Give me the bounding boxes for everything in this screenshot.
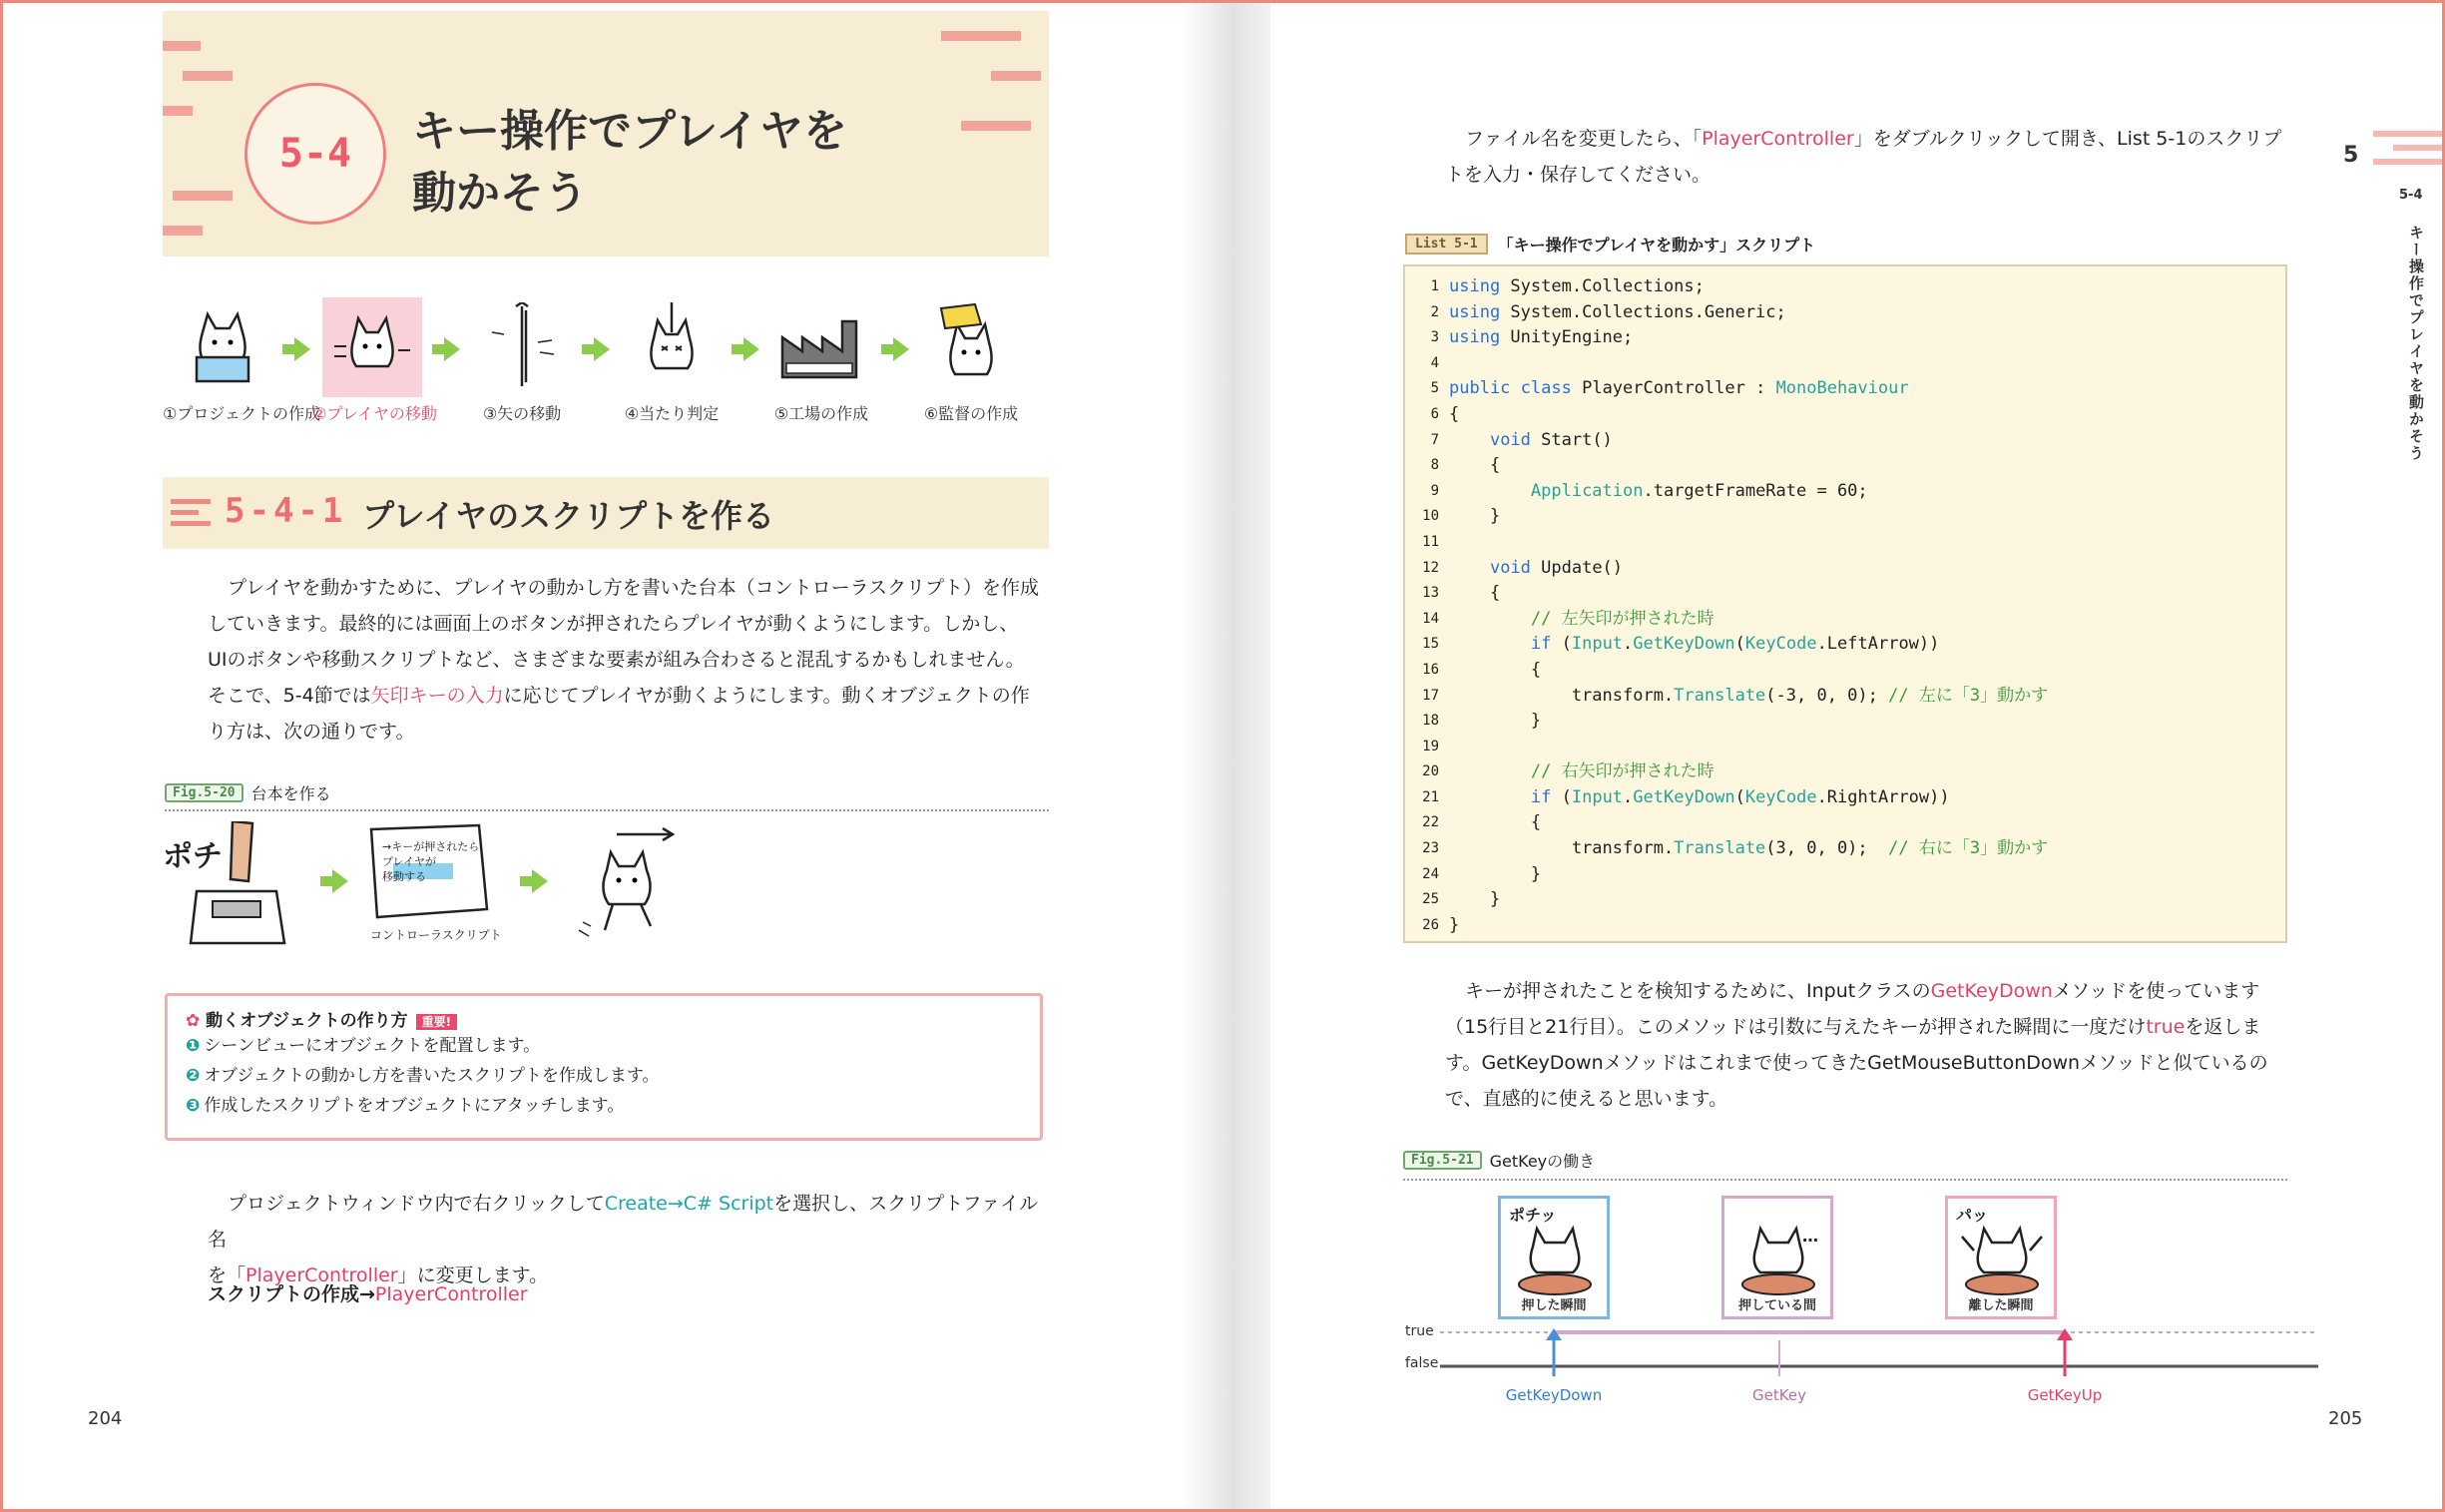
box-title: 動くオブジェクトの作り方 xyxy=(206,1011,408,1031)
line-number: 24 xyxy=(1422,865,1439,882)
line-number: 12 xyxy=(1422,559,1439,576)
fig-5-20-label xyxy=(165,781,331,804)
true-axis-label: true xyxy=(1405,1323,1434,1339)
flow-step-label: ⑥監督の作成 xyxy=(923,404,1019,423)
fig-arrow xyxy=(532,869,548,893)
fig-divider xyxy=(1403,1179,2287,1181)
decor-bar xyxy=(991,71,1041,81)
code-line: transform.Translate(-3, 0, 0); // 左に「3」動かす xyxy=(1449,685,2049,706)
list-tag: List 5-1 xyxy=(1405,234,1488,254)
arrow-falling-illustration xyxy=(472,297,572,397)
code-line: transform.Translate(3, 0, 0); // 右に「3」動かす xyxy=(1449,838,2049,859)
subsection-number: 5-4-1 xyxy=(225,491,347,531)
code-line: { xyxy=(1449,455,1501,476)
decor-bar xyxy=(163,41,201,51)
line-number: 13 xyxy=(1422,585,1439,602)
flow-arrow xyxy=(294,337,310,361)
line-number: 18 xyxy=(1422,713,1439,730)
line-number: 22 xyxy=(1422,814,1439,831)
box-item xyxy=(186,1061,1022,1091)
script-memo-line: 移動する xyxy=(382,870,426,883)
box-item-text: オブジェクトの動かし方を書いたスクリプトを作成します。 xyxy=(204,1066,660,1086)
line-number: 10 xyxy=(1422,508,1439,525)
flow-step-label: ⑤工場の作成 xyxy=(773,404,869,423)
factory-illustration xyxy=(771,297,871,397)
fig-5-21-label xyxy=(1403,1149,1595,1172)
panel-sfx: … xyxy=(1802,1227,1818,1246)
flow-arrow xyxy=(594,337,610,361)
panel-caption: 押した瞬間 xyxy=(1521,1298,1587,1313)
panel-caption: 離した瞬間 xyxy=(1968,1298,2034,1313)
section-header xyxy=(163,11,1049,256)
code-line: { xyxy=(1449,583,1501,604)
code-line: } xyxy=(1449,863,1542,884)
open-script-paragraph xyxy=(1405,121,2283,193)
code-line: } xyxy=(1449,914,1460,935)
line-number: 1 xyxy=(1430,278,1439,294)
line-number: 9 xyxy=(1430,482,1439,499)
cat-holding-illustration xyxy=(1736,1221,1820,1296)
intro-paragraph xyxy=(208,570,1056,750)
script-label: コントローラスクリプト xyxy=(370,928,502,942)
box-item xyxy=(186,1091,1022,1121)
line-number: 7 xyxy=(1430,431,1439,448)
code-line: } xyxy=(1449,889,1501,910)
intro-line: していきます。最終的には画面上のボタンが押されたらプレイヤが動くようにします。しかし、 xyxy=(208,613,1019,635)
line-number: 17 xyxy=(1422,687,1439,704)
code-line: { xyxy=(1449,403,1460,424)
getkey-timeline xyxy=(1440,1318,2318,1388)
line-number: 5 xyxy=(1430,380,1439,397)
flow-arrow xyxy=(444,337,460,361)
para-text: ファイル名を変更したら、「 xyxy=(1465,128,1703,150)
para-text: を返しま xyxy=(2185,1016,2261,1038)
intro-line: り方は、次の通りです。 xyxy=(208,721,415,743)
fig-divider xyxy=(165,809,1049,811)
arrow-key-term: 矢印キーの入力 xyxy=(370,685,504,707)
code-line: using UnityEngine; xyxy=(1449,327,1634,348)
line-number: 8 xyxy=(1430,457,1439,474)
key-points-box xyxy=(165,993,1043,1141)
para-text: 」に変更します。 xyxy=(397,1264,549,1286)
code-body xyxy=(1449,274,2048,938)
panel-key-pressed xyxy=(1498,1196,1610,1319)
panel-sfx: ポチッ xyxy=(1509,1206,1557,1225)
box-item xyxy=(186,1031,1022,1061)
code-line: } xyxy=(1449,506,1501,527)
page-number-right: 205 xyxy=(2328,1408,2363,1429)
flow-step-label: ③矢の移動 xyxy=(482,404,562,423)
line-number: 2 xyxy=(1430,303,1439,320)
line-numbers xyxy=(1405,274,1439,938)
poke-sfx: ポチ xyxy=(163,839,223,874)
file-name: PlayerController xyxy=(1702,128,1854,150)
decor-bar xyxy=(183,71,233,81)
flow-step-label: ④当たり判定 xyxy=(624,404,720,423)
line-number: 14 xyxy=(1422,610,1439,627)
decor-bar xyxy=(941,31,1021,41)
cat-running-illustration xyxy=(577,826,687,946)
flow-arrow xyxy=(893,337,909,361)
cat-hit-illustration xyxy=(622,297,722,397)
box-item-number: ❷ xyxy=(186,1066,201,1086)
code-line xyxy=(1449,530,2048,556)
code-line: { xyxy=(1449,812,1542,833)
decor-bar xyxy=(163,106,193,116)
finger-button-illustration xyxy=(183,821,292,951)
note-text: スクリプトの作成→ xyxy=(208,1283,375,1305)
box-item-number: ❶ xyxy=(186,1036,201,1056)
para-line xyxy=(1405,121,2283,157)
flow-step-label: ①プロジェクトの作成 xyxy=(163,404,321,423)
code-line: using System.Collections; xyxy=(1449,276,1705,296)
decor-bar xyxy=(173,191,233,201)
code-line: public class PlayerController : MonoBehaviour xyxy=(1449,378,1909,399)
subsection-title: プレイヤのスクリプトを作る xyxy=(362,497,775,535)
side-section-title: キー操作でプレイヤを動かそう xyxy=(2407,225,2425,462)
panel-caption: 押している間 xyxy=(1737,1298,1816,1313)
para-line xyxy=(208,1186,1056,1258)
getkeydown-paragraph xyxy=(1405,973,2283,1117)
code-listing xyxy=(1403,264,2287,943)
intro-line: UIのボタンや移動スクリプトなど、さまざまな要素が組み合わさると混乱するかもしれません。 xyxy=(208,649,1025,671)
return-value: true xyxy=(2146,1016,2186,1038)
code-line: void Start() xyxy=(1489,429,1613,450)
script-memo-line: プレイヤが xyxy=(382,855,437,868)
para-text: プロジェクトウィンドウ内で右クリックして xyxy=(228,1193,605,1215)
side-section-number: 5-4 xyxy=(2399,188,2423,203)
line-number: 4 xyxy=(1430,354,1439,371)
section-title-line1: キー操作でプレイヤを xyxy=(412,106,848,157)
cat-pressing-illustration xyxy=(1513,1221,1597,1296)
fig-caption: GetKeyの働き xyxy=(1489,1152,1596,1171)
line-number: 11 xyxy=(1422,533,1439,550)
intro-text: に応じてプレイヤが動くようにします。動くオブジェクトの作 xyxy=(503,685,1030,707)
para-text: キーが押されたことを検知するために、Inputクラスの xyxy=(1465,980,1931,1002)
flow-step xyxy=(163,297,321,437)
para-text: 」をダブルクリックして開き、List 5-1のスクリプ xyxy=(1853,128,2282,150)
panel-key-held xyxy=(1721,1196,1833,1319)
intro-line xyxy=(208,678,1056,714)
para-text: を「 xyxy=(208,1264,246,1286)
line-number: 15 xyxy=(1422,636,1439,653)
left-page xyxy=(3,3,1225,1512)
para-line: で、直感的に使えると思います。 xyxy=(1445,1088,1728,1110)
para-text: （15行目と21行目）。このメソッドは引数に与えたキーが押された瞬間に一度だけ xyxy=(1445,1016,2147,1038)
code-line xyxy=(1449,735,2048,760)
line-number: 26 xyxy=(1422,916,1439,933)
getkeyup-label: GetKeyUp xyxy=(2027,1386,2103,1404)
code-line: if (Input.GetKeyDown(KeyCode.RightArrow)) xyxy=(1530,786,1950,807)
flow-step xyxy=(612,297,732,437)
code-line: Application.targetFrameRate = 60; xyxy=(1530,480,1868,501)
intro-text: そこで、5-4節では xyxy=(208,685,371,707)
line-number: 20 xyxy=(1422,763,1439,780)
para-line xyxy=(1405,1009,2283,1045)
code-line: using System.Collections.Generic; xyxy=(1449,301,1786,322)
para-text: メソッドを使っています xyxy=(2052,980,2260,1002)
line-number: 19 xyxy=(1422,738,1439,755)
flow-arrow xyxy=(743,337,759,361)
line-number: 23 xyxy=(1422,840,1439,857)
getkey-label: GetKey xyxy=(1752,1386,1806,1404)
line-number: 16 xyxy=(1422,661,1439,678)
decor-bar xyxy=(163,226,203,236)
box-title-row xyxy=(186,1006,1022,1031)
section-number-badge: 5-4 xyxy=(244,83,386,225)
panel-sfx: パッ xyxy=(1956,1206,1989,1225)
script-memo-line: →キーが押されたら xyxy=(382,840,480,853)
code-line: // 右矢印が押された時 xyxy=(1530,761,1714,782)
script-creation-note xyxy=(208,1276,528,1312)
cat-moving-illustration xyxy=(322,297,422,397)
script-memo xyxy=(382,839,479,884)
subsection-header xyxy=(163,477,1049,549)
list-caption: 「キー操作でプレイヤを動かす」スクリプト xyxy=(1497,236,1816,254)
method-name: GetKeyDown xyxy=(1930,980,2053,1002)
progress-flow xyxy=(163,297,1051,437)
decor-bar xyxy=(961,121,1031,131)
flow-step-current xyxy=(312,297,437,437)
box-item-text: 作成したスクリプトをオブジェクトにアタッチします。 xyxy=(204,1096,625,1116)
false-axis-label: false xyxy=(1405,1355,1439,1371)
code-line: // 左矢印が押された時 xyxy=(1530,608,1714,629)
panel-key-released xyxy=(1945,1196,2057,1319)
box-item-number: ❸ xyxy=(186,1096,201,1116)
important-badge: 重要! xyxy=(416,1014,457,1030)
line-number: 25 xyxy=(1422,891,1439,908)
line-number: 21 xyxy=(1422,788,1439,805)
line-number: 6 xyxy=(1430,405,1439,422)
box-item-text: シーンビューにオブジェクトを配置します。 xyxy=(204,1036,541,1056)
para-line xyxy=(1405,973,2283,1009)
fig-arrow xyxy=(332,869,348,893)
section-title xyxy=(412,101,847,225)
intro-line: プレイヤを動かすために、プレイヤの動かし方を書いた台本（コントローラスクリプト）を作成 xyxy=(228,577,1040,599)
chapter-tab xyxy=(2373,123,2445,183)
menu-path: Create→C# Script xyxy=(604,1193,774,1215)
flow-step xyxy=(462,297,582,437)
fig-tag: Fig.5-21 xyxy=(1403,1151,1482,1170)
code-line: } xyxy=(1449,711,1542,732)
section-title-line2: 動かそう xyxy=(412,168,588,219)
fig-caption: 台本を作る xyxy=(250,784,331,803)
code-line: { xyxy=(1449,659,1542,680)
list-5-1-label xyxy=(1405,233,1815,255)
page-number-left: 204 xyxy=(88,1408,123,1429)
para-line: す。GetKeyDownメソッドはこれまで使ってきたGetMouseButtonDownメソッドと似ているの xyxy=(1445,1052,2268,1074)
flow-step-label: ②プレイヤの移動 xyxy=(312,404,437,423)
code-line: void Update() xyxy=(1489,557,1624,578)
line-number: 3 xyxy=(1430,329,1439,346)
code-line xyxy=(1449,351,2048,377)
getkeydown-label: GetKeyDown xyxy=(1505,1386,1603,1404)
note-filename: PlayerController xyxy=(374,1283,528,1305)
para-text: を選択し、スクリプトファイル名 xyxy=(208,1193,1039,1251)
flow-step xyxy=(911,297,1031,437)
flow-step xyxy=(761,297,881,437)
cat-releasing-illustration xyxy=(1960,1221,2044,1296)
cat-tablet-illustration xyxy=(173,297,272,397)
paw-icon: ✿ xyxy=(186,1011,207,1031)
para-line: トを入力・保存してください。 xyxy=(1445,164,1712,186)
subsection-decor xyxy=(171,499,211,532)
cat-director-illustration xyxy=(921,297,1021,397)
code-line: if (Input.GetKeyDown(KeyCode.LeftArrow)) xyxy=(1530,634,1940,655)
fig-tag: Fig.5-20 xyxy=(165,783,244,802)
file-name: PlayerController xyxy=(245,1264,398,1286)
right-page xyxy=(1225,3,2445,1512)
chapter-number: 5 xyxy=(2343,143,2359,168)
